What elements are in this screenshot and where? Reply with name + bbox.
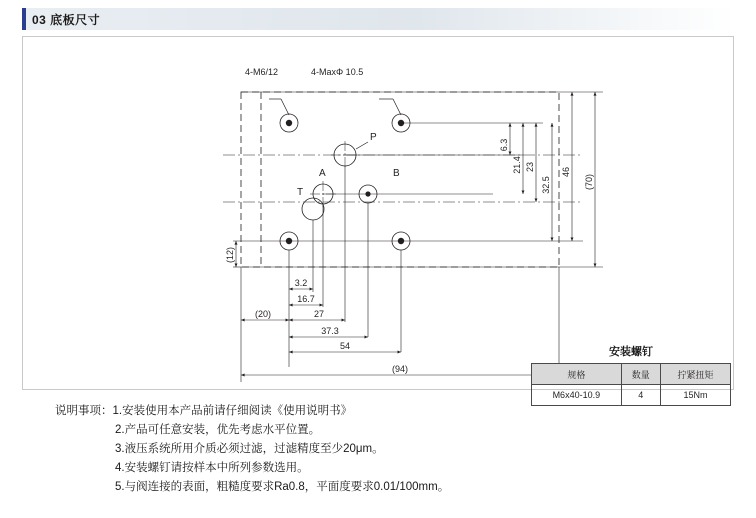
table-header-row: [532, 364, 731, 385]
mounting-screw-table: [531, 343, 731, 406]
baseplate-dimension-drawing: [23, 37, 733, 389]
port-label-b: B: [393, 168, 400, 179]
dim-37-3: 37.3: [321, 326, 339, 336]
port-label-a: A: [319, 168, 326, 179]
note-line-5: [55, 478, 715, 497]
dim-16-7: 16.7: [297, 294, 315, 304]
screw-table-title: 安装螺钉: [609, 346, 653, 358]
dim-94: (94): [391, 364, 409, 374]
drawing-frame: [22, 36, 734, 400]
dim-6-3: 6.3: [499, 138, 509, 152]
note-item-2: 2.产品可任意安装，优先考虑水平位置。: [115, 424, 321, 436]
port-label-p: P: [370, 132, 377, 143]
cell-torque: 15Nm: [660, 385, 730, 406]
note-item-4: 4.安装螺钉请按样本中所列参数选用。: [115, 462, 309, 474]
dim-46: 46: [561, 166, 571, 178]
notes-label: 说明事项：: [55, 405, 113, 417]
page-title: 03 底板尺寸: [32, 13, 101, 27]
note-item-5: 5.与阀连接的表面，粗糙度要求Ra0.8，平面度要求0.01/100mm。: [115, 481, 450, 493]
dim-20: (20): [254, 309, 272, 319]
dim-21-4: 21.4: [512, 156, 522, 174]
cell-spec: M6x40-10.9: [532, 385, 622, 406]
note-line-2: [55, 421, 715, 440]
cell-qty: 4: [621, 385, 660, 406]
table-header-qty: 数量: [621, 364, 660, 385]
dim-27: 27: [313, 309, 325, 319]
dim-23: 23: [525, 161, 535, 173]
table-header-torque: 拧紧扭矩: [660, 364, 730, 385]
dim-70: (70): [584, 173, 594, 191]
dim-32-5: 32.5: [541, 176, 551, 194]
dim-12: (12): [225, 246, 235, 264]
tap-callout-text: 4-M6/12: [245, 67, 279, 77]
hole-callout-text: 4-MaxΦ 10.5: [311, 67, 364, 77]
note-line-3: [55, 440, 715, 459]
note-line-4: [55, 459, 715, 478]
note-item-1: 1.安装使用本产品前请仔细阅读《使用说明书》: [112, 405, 353, 417]
section-header: [22, 8, 734, 30]
note-item-3: 3.液压系统所用介质必须过滤，过滤精度至少20μm。: [115, 443, 384, 455]
dim-54: 54: [339, 341, 351, 351]
dim-3-2: 3.2: [294, 278, 308, 288]
notes-block: [55, 402, 715, 497]
note-line-1: [55, 402, 715, 421]
table-header-spec: 规格: [532, 364, 622, 385]
header-accent-bar: [22, 8, 26, 30]
port-label-t: T: [297, 187, 304, 198]
